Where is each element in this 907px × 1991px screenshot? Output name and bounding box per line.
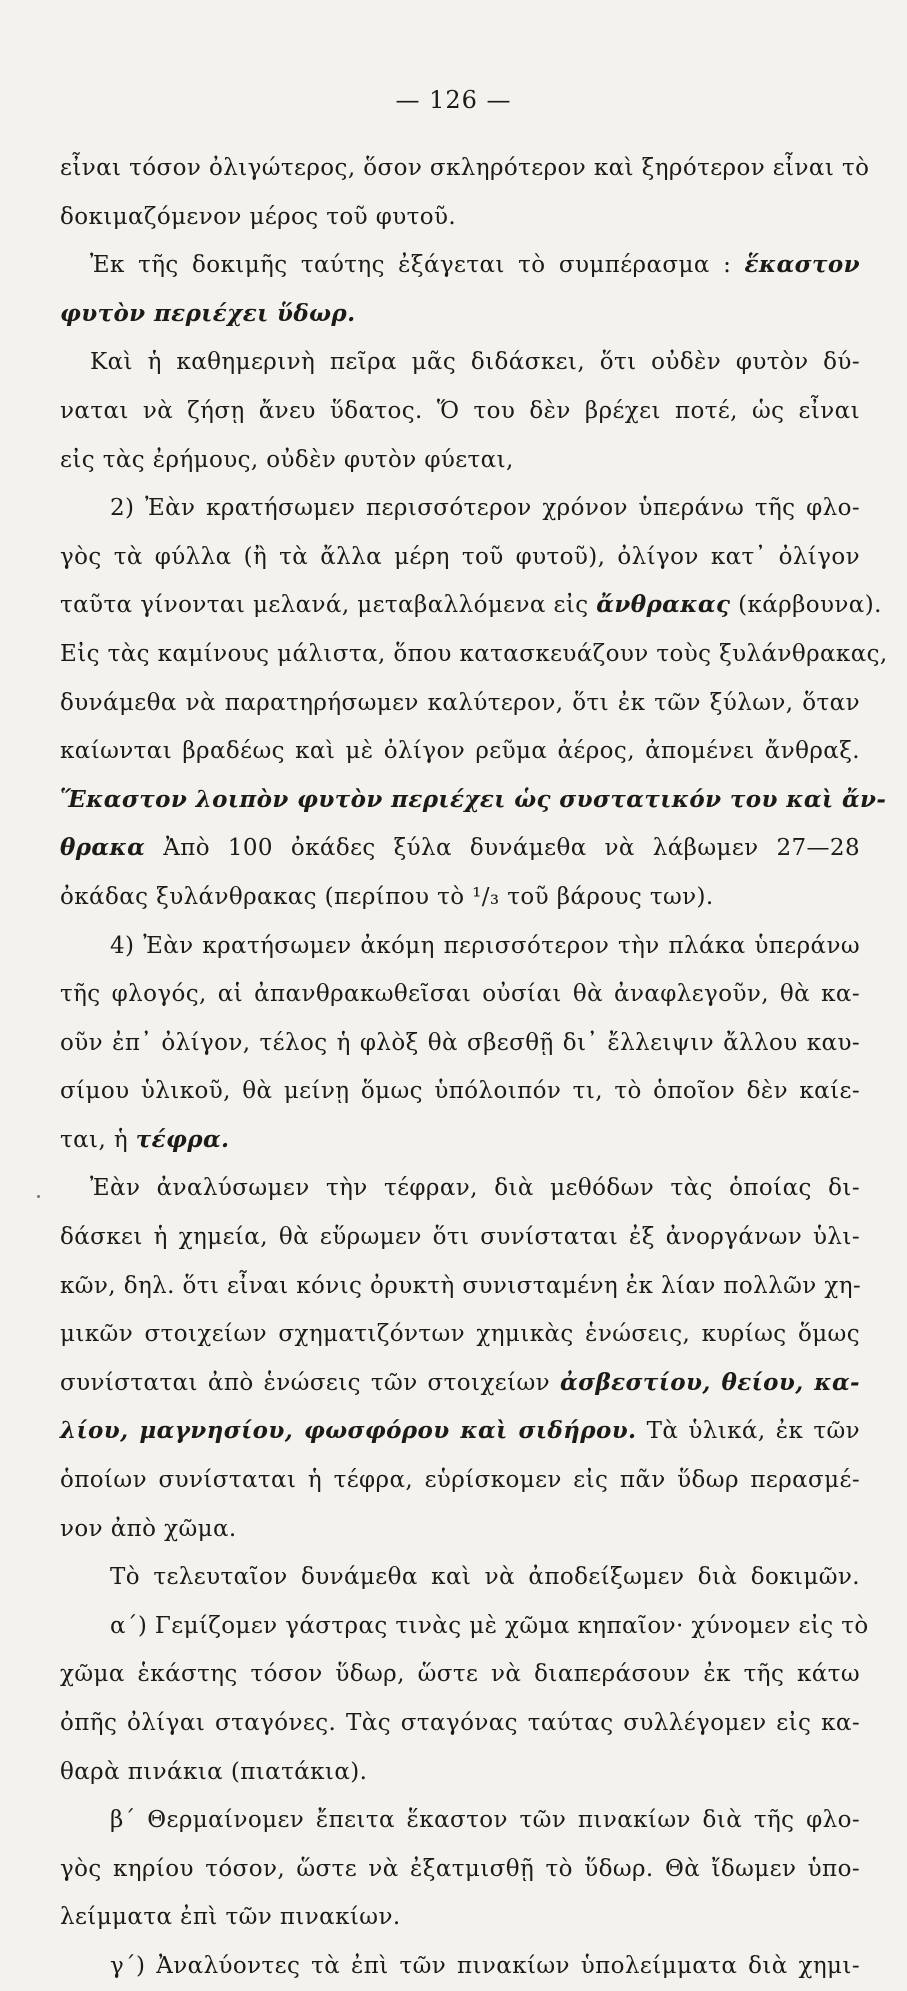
text-run: Ἀπὸ 100 ὀκάδες ξύλα δυνάμεθα νὰ λάβωμεν 27—28 <box>145 835 860 862</box>
text-run: ὀκάδας ξυλάνθρακας (περίπου τὸ ¹/₃ τοῦ βάρους των). <box>60 883 714 910</box>
text-run: συνίσταται ἀπὸ ἑνώσεις τῶν στοιχείων <box>60 1369 561 1396</box>
text-run: μικῶν στοιχείων σχηματιζόντων χημικὰς ἑνώσεις, κυρίως ὅμως <box>60 1321 860 1348</box>
text-run: κῶν, δηλ. ὅτι εἶναι κόνις ὀρυκτὴ συνισταμένη ἐκ λίαν πολλῶν χη- <box>60 1272 862 1299</box>
text-line <box>60 1407 860 1456</box>
text-line <box>60 387 860 436</box>
text-line <box>60 1553 860 1602</box>
text-run: σίμου ὑλικοῦ, θὰ μείνῃ ὅμως ὑπόλοιπόν τι, τὸ ὁποῖον δὲν καίε- <box>60 1078 860 1105</box>
text-run: ταῦτα γίνονται μελανά, μεταβαλλόμενα εἰς <box>60 592 597 619</box>
emphasized-text: ἕκαστον <box>744 251 860 279</box>
text-run: β´ Θερμαίνομεν ἔπειτα ἕκαστον τῶν πινακίων διὰ τῆς φλο- <box>110 1807 860 1834</box>
text-run: Εἰς τὰς καμίνους μάλιστα, ὅπου κατασκευάζουν τοὺς ξυλάνθρακας, <box>60 640 888 667</box>
text-line <box>60 1310 860 1359</box>
text-line <box>60 970 860 1019</box>
text-run: δοκιμαζόμενον μέρος τοῦ φυτοῦ. <box>60 203 457 230</box>
text-line <box>60 290 860 339</box>
text-run: (κάρβουνα). <box>730 592 882 619</box>
text-run: χῶμα ἑκάστης τόσον ὕδωρ, ὥστε νὰ διαπεράσουν ἐκ τῆς κάτω <box>60 1661 860 1688</box>
text-line <box>60 824 860 873</box>
emphasized-text: Ἕκαστον λοιπὸν φυτὸν περιέχει ὡς συστατικόν του καὶ ἄν- <box>60 785 887 813</box>
text-line <box>60 1893 860 1942</box>
emphasized-text: λίου, μαγνησίου, φωσφόρου καὶ σιδήρου. <box>60 1417 637 1445</box>
text-line <box>60 1116 860 1165</box>
text-run: εἶναι τόσον ὀλιγώτερος, ὅσον σκληρότερον καὶ ξηρότερον εἶναι τὸ <box>60 155 870 181</box>
page-number: — 126 — <box>395 86 512 114</box>
text-run: θαρὰ πινάκια (πιατάκια). <box>60 1758 368 1785</box>
text-run: ὀπῆς ὀλίγαι σταγόνες. Τὰς σταγόνας ταύτας συλλέγομεν εἰς κα- <box>60 1710 860 1736</box>
text-line <box>60 1699 860 1748</box>
text-line <box>60 1942 860 1991</box>
text-line <box>60 873 860 922</box>
text-run: γ´) Ἀναλύοντες τὰ ἐπὶ τῶν πινακίων ὑπολείμματα διὰ χημι- <box>110 1952 860 1979</box>
text-run: νον ἀπὸ χῶμα. <box>60 1515 237 1542</box>
text-run: γὸς κηρίου τόσον, ὥστε νὰ ἐξατμισθῇ τὸ ὕδωρ. Θὰ ἴδωμεν ὑπο- <box>60 1855 860 1882</box>
text-run: δάσκει ἡ χημεία, θὰ εὕρωμεν ὅτι συνίσταται ἐξ ἀνοργάνων ὑλι- <box>60 1224 860 1251</box>
text-line <box>60 776 887 825</box>
text-line <box>60 1748 860 1797</box>
text-line <box>60 1456 860 1505</box>
text-line <box>60 1019 860 1068</box>
text-run: ναται νὰ ζήσῃ ἄνευ ὕδατος. Ὅ του δὲν βρέχει ποτέ, ὡς εἶναι <box>60 397 860 424</box>
text-line <box>60 193 860 242</box>
text-run: Τὰ ὑλικά, ἐκ τῶν <box>636 1418 860 1445</box>
emphasized-text: ἀσβεστίου, θείου, κα- <box>560 1368 860 1396</box>
text-run: καίωνται βραδέως καὶ μὲ ὀλίγον ρεῦμα ἀέρος, ἀπομένει ἄνθραξ. <box>60 738 860 765</box>
body-text <box>60 144 888 1991</box>
text-line <box>60 484 860 533</box>
text-line <box>60 144 870 193</box>
text-line <box>60 1505 860 1554</box>
text-run: 2) Ἐὰν κρατήσωμεν περισσότερον χρόνον ὑπεράνω τῆς φλο- <box>110 495 860 522</box>
text-line <box>60 241 860 290</box>
text-line <box>60 630 888 679</box>
text-line <box>60 1602 869 1651</box>
text-line <box>60 1213 860 1262</box>
text-line <box>60 436 860 485</box>
text-line <box>60 1845 860 1894</box>
text-line <box>60 533 860 582</box>
text-run: ὁποίων συνίσταται ἡ τέφρα, εὑρίσκομεν εἰς πᾶν ὕδωρ περασμέ- <box>60 1467 860 1494</box>
text-line <box>60 1067 860 1116</box>
text-run: Καὶ ἡ καθημερινὴ πεῖρα μᾶς διδάσκει, ὅτι οὐδὲν φυτὸν δύ- <box>90 349 860 376</box>
text-line <box>60 1796 860 1845</box>
text-run: δυνάμεθα νὰ παρατηρήσωμεν καλύτερον, ὅτι ἐκ τῶν ξύλων, ὅταν <box>60 689 860 716</box>
text-run: Τὸ τελευταῖον δυνάμεθα καὶ νὰ ἀποδείξωμεν διὰ δοκιμῶν. <box>110 1564 860 1591</box>
text-run: λείμματα ἐπὶ τῶν πινακίων. <box>60 1904 401 1931</box>
text-run: Ἐκ τῆς δοκιμῆς ταύτης ἐξάγεται τὸ συμπέρασμα : <box>90 252 745 279</box>
text-line <box>60 1650 860 1699</box>
emphasized-text: ἄνθρακας <box>596 591 731 619</box>
text-run: α´) Γεμίζομεν γάστρας τινὰς μὲ χῶμα κηπαῖον· χύνομεν εἰς τὸ <box>110 1612 869 1639</box>
emphasized-text: τέφρα. <box>135 1125 230 1153</box>
text-run: ται, ἡ <box>60 1126 136 1153</box>
text-run: γὸς τὰ φύλλα (ἢ τὰ ἄλλα μέρη τοῦ φυτοῦ), ὀλίγον κατ᾽ ὀλίγον <box>60 543 860 570</box>
text-line <box>60 1262 860 1311</box>
text-run: οῦν ἐπ᾽ ὀλίγον, τέλος ἡ φλὸξ θὰ σβεσθῇ δι᾽ ἔλλειψιν ἄλλου καυ- <box>60 1029 860 1056</box>
text-line <box>60 1164 860 1213</box>
text-line <box>60 338 860 387</box>
text-line <box>60 727 860 776</box>
text-line <box>60 922 860 971</box>
text-run: εἰς τὰς ἐρήμους, οὐδὲν φυτὸν φύεται, <box>60 446 514 473</box>
text-line <box>60 581 882 630</box>
text-run: τῆς φλογός, αἱ ἀπανθρακωθεῖσαι οὐσίαι θὰ ἀναφλεγοῦν, θὰ κα- <box>60 981 860 1008</box>
emphasized-text: θρακα <box>60 834 146 862</box>
text-line <box>60 679 860 728</box>
text-run: Ἐὰν ἀναλύσωμεν τὴν τέφραν, διὰ μεθόδων τὰς ὁποίας δι- <box>90 1175 860 1202</box>
text-line <box>60 1359 860 1408</box>
emphasized-text: φυτὸν περιέχει ὕδωρ. <box>60 299 356 327</box>
paper-speck <box>37 1195 40 1198</box>
text-run: 4) Ἐὰν κρατήσωμεν ἀκόμη περισσότερον τὴν πλάκα ὑπεράνω <box>110 932 860 959</box>
